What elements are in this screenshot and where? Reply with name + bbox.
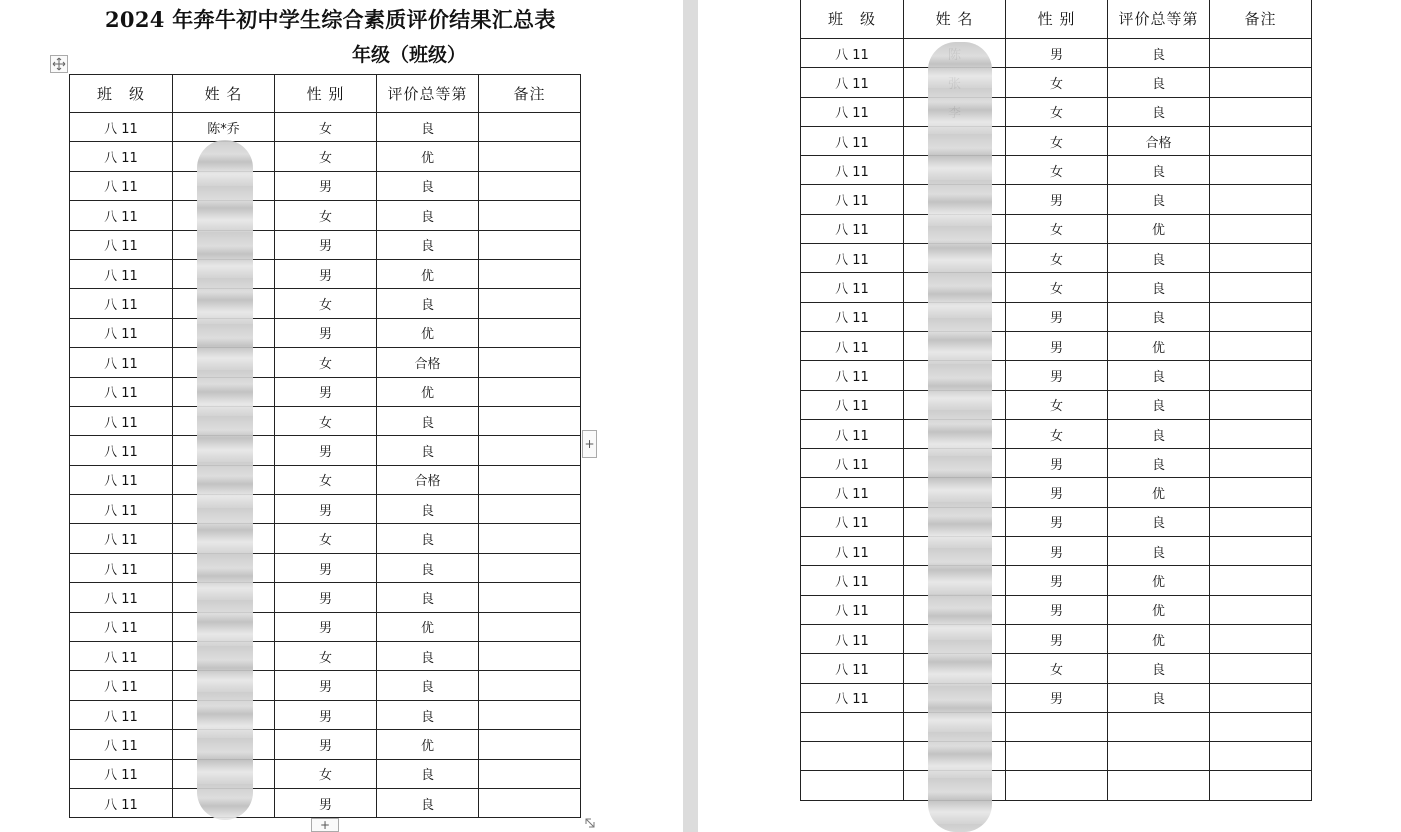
cell-note[interactable] [1210,771,1312,800]
cell-note[interactable] [1210,624,1312,653]
header-note[interactable]: 备注 [479,75,581,113]
cell-rank[interactable]: 优 [377,377,479,406]
cell-note[interactable] [479,230,581,259]
cell-gender[interactable]: 女 [1006,419,1108,448]
cell-rank[interactable]: 良 [377,230,479,259]
table-row [801,68,1312,97]
cell-gender[interactable]: 女 [1006,214,1108,243]
cell-rank[interactable] [1108,712,1210,741]
cell-note[interactable] [1210,68,1312,97]
cell-rank[interactable]: 优 [1108,566,1210,595]
cell-rank[interactable]: 良 [1108,244,1210,273]
cell-note[interactable] [1210,742,1312,771]
cell-gender[interactable]: 男 [275,171,377,200]
header-class[interactable]: 班 级 [70,75,173,113]
cell-note[interactable] [1210,507,1312,536]
cell-rank[interactable]: 优 [377,612,479,641]
cell-class[interactable]: 八 11 [70,524,173,553]
table-row [801,214,1312,243]
cell-note[interactable] [1210,654,1312,683]
cell-gender[interactable]: 女 [275,406,377,435]
cell-note[interactable] [1210,478,1312,507]
cell-class[interactable]: 八 11 [801,537,904,566]
cell-gender[interactable]: 男 [275,730,377,759]
cell-class[interactable]: 八 11 [801,595,904,624]
cell-class[interactable]: 八 11 [70,348,173,377]
table-row [801,244,1312,273]
cell-class[interactable]: 八 11 [801,683,904,712]
table-row [801,39,1312,68]
cell-class[interactable]: 八 11 [70,171,173,200]
cell-class[interactable]: 八 11 [801,126,904,155]
cell-gender[interactable]: 男 [1006,39,1108,68]
cell-gender[interactable]: 女 [1006,97,1108,126]
table-row [801,683,1312,712]
cell-class[interactable]: 八 11 [70,700,173,729]
cell-rank[interactable]: 良 [377,406,479,435]
cell-note[interactable] [1210,273,1312,302]
cell-gender[interactable]: 男 [1006,185,1108,214]
cell-note[interactable] [1210,566,1312,595]
cell-rank[interactable]: 良 [1108,507,1210,536]
cell-rank[interactable]: 良 [1108,39,1210,68]
cell-note[interactable] [479,642,581,671]
table-body [801,39,1312,801]
cell-note[interactable] [479,612,581,641]
table-row [70,553,581,582]
document-subtitle: 年级（班级） [352,44,467,66]
cell-rank[interactable]: 良 [1108,68,1210,97]
cell-note[interactable] [479,436,581,465]
cell-gender[interactable]: 男 [275,318,377,347]
cell-note[interactable] [479,583,581,612]
table-row [801,273,1312,302]
cell-gender[interactable]: 男 [275,612,377,641]
table-row [801,419,1312,448]
table-row [801,185,1312,214]
cell-note[interactable] [479,142,581,171]
cell-rank[interactable]: 良 [1108,361,1210,390]
cell-gender[interactable]: 女 [1006,126,1108,155]
cell-rank[interactable]: 良 [377,553,479,582]
cell-note[interactable] [1210,214,1312,243]
table-row [801,390,1312,419]
cell-gender[interactable]: 男 [1006,331,1108,360]
cell-gender[interactable]: 女 [1006,244,1108,273]
table-row [801,97,1312,126]
cell-class[interactable]: 八 11 [801,449,904,478]
table-row [70,612,581,641]
table-row [70,113,581,142]
cell-gender[interactable]: 男 [1006,566,1108,595]
cell-class[interactable]: 八 11 [70,259,173,288]
cell-gender[interactable]: 男 [275,259,377,288]
table-row [801,126,1312,155]
cell-class[interactable] [801,712,904,741]
cell-gender[interactable]: 女 [1006,654,1108,683]
cell-note[interactable] [1210,185,1312,214]
cell-rank[interactable]: 良 [377,759,479,788]
cell-note[interactable] [479,259,581,288]
cell-note[interactable] [479,465,581,494]
cell-note[interactable] [1210,683,1312,712]
cell-gender[interactable]: 女 [275,289,377,318]
table-row [801,478,1312,507]
table-row [70,201,581,230]
cell-class[interactable]: 八 11 [70,318,173,347]
table-row [70,259,581,288]
cell-note[interactable] [1210,97,1312,126]
cell-gender[interactable]: 男 [1006,361,1108,390]
cell-gender[interactable]: 男 [1006,537,1108,566]
cell-class[interactable]: 八 11 [801,68,904,97]
table-row [70,406,581,435]
cell-note[interactable] [1210,449,1312,478]
cell-rank[interactable]: 良 [377,171,479,200]
table-row [70,230,581,259]
cell-gender[interactable]: 男 [1006,449,1108,478]
table-row [801,566,1312,595]
cell-gender[interactable]: 女 [275,142,377,171]
table-row [70,524,581,553]
cell-class[interactable]: 八 11 [801,185,904,214]
add-column-button[interactable]: + [582,430,597,458]
cell-gender[interactable]: 女 [275,113,377,142]
cell-note[interactable] [1210,361,1312,390]
cell-class[interactable]: 八 11 [801,566,904,595]
table-row [70,671,581,700]
cell-class[interactable]: 八 11 [801,302,904,331]
cell-gender[interactable]: 男 [275,495,377,524]
cell-note[interactable] [479,113,581,142]
cell-rank[interactable]: 优 [377,318,479,347]
cell-gender[interactable]: 女 [1006,273,1108,302]
cell-class[interactable] [801,742,904,771]
cell-gender[interactable]: 女 [1006,390,1108,419]
table-move-handle[interactable] [50,55,68,73]
cell-note[interactable] [479,406,581,435]
table-row [70,318,581,347]
cell-gender[interactable]: 男 [275,436,377,465]
cell-rank[interactable]: 良 [377,201,479,230]
cell-gender[interactable]: 女 [275,759,377,788]
cell-class[interactable]: 八 11 [70,612,173,641]
cell-note[interactable] [1210,156,1312,185]
cell-gender[interactable]: 男 [1006,683,1108,712]
document-title: 2024 年奔牛初中学生综合素质评价结果汇总表 [105,7,556,32]
cell-rank[interactable]: 优 [1108,214,1210,243]
cell-gender[interactable]: 男 [275,230,377,259]
cell-rank[interactable]: 良 [377,524,479,553]
cell-rank[interactable]: 良 [1108,537,1210,566]
cell-note[interactable] [479,495,581,524]
cell-gender[interactable]: 男 [275,553,377,582]
cell-rank[interactable]: 良 [377,289,479,318]
cell-class[interactable]: 八 11 [70,201,173,230]
table-row [70,759,581,788]
add-row-button[interactable]: + [311,818,339,832]
cell-rank[interactable] [1108,742,1210,771]
table-row [70,583,581,612]
cell-gender[interactable]: 女 [1006,68,1108,97]
cell-gender[interactable]: 男 [1006,478,1108,507]
cell-gender[interactable]: 男 [275,583,377,612]
cell-note[interactable] [1210,712,1312,741]
cell-rank[interactable]: 优 [1108,624,1210,653]
resize-corner-icon [583,816,597,830]
cell-rank[interactable]: 良 [377,642,479,671]
cell-rank[interactable]: 合格 [1108,126,1210,155]
cell-note[interactable] [479,700,581,729]
cell-note[interactable] [1210,595,1312,624]
move-arrows-icon [52,57,66,71]
cell-class[interactable]: 八 11 [801,478,904,507]
cell-class[interactable]: 八 11 [70,377,173,406]
cell-class[interactable] [801,771,904,800]
table-row [801,156,1312,185]
cell-note[interactable] [1210,537,1312,566]
table-row [801,742,1312,771]
cell-gender[interactable]: 男 [275,700,377,729]
cell-class[interactable]: 八 11 [70,289,173,318]
header-rank[interactable]: 评价总等第 [1108,0,1210,39]
cell-rank[interactable]: 良 [377,495,479,524]
header-name[interactable]: 姓 名 [173,75,275,113]
cell-class[interactable]: 八 11 [801,244,904,273]
table-row [801,449,1312,478]
cell-note[interactable] [1210,390,1312,419]
cell-class[interactable]: 八 11 [70,495,173,524]
cell-class[interactable]: 八 11 [70,465,173,494]
table-row [70,465,581,494]
cell-class[interactable]: 八 11 [70,436,173,465]
cell-gender[interactable]: 女 [275,524,377,553]
cell-rank[interactable] [1108,771,1210,800]
cell-rank[interactable]: 良 [377,113,479,142]
cell-rank[interactable]: 良 [1108,683,1210,712]
table-row [801,302,1312,331]
table-body [70,113,581,818]
cell-rank[interactable]: 合格 [377,348,479,377]
cell-note[interactable] [479,318,581,347]
cell-gender[interactable]: 女 [1006,156,1108,185]
cell-rank[interactable]: 良 [1108,302,1210,331]
cell-gender[interactable]: 男 [275,377,377,406]
cell-gender[interactable]: 男 [1006,507,1108,536]
cell-class[interactable]: 八 11 [70,230,173,259]
cell-rank[interactable]: 优 [1108,331,1210,360]
table-row [801,771,1312,800]
table-resize-handle[interactable] [582,816,598,832]
cell-gender[interactable]: 男 [1006,595,1108,624]
cell-gender[interactable] [1006,742,1108,771]
cell-rank[interactable]: 良 [1108,419,1210,448]
redaction-blur [197,140,253,820]
cell-note[interactable] [1210,419,1312,448]
cell-class[interactable]: 八 11 [801,624,904,653]
cell-rank[interactable]: 良 [377,583,479,612]
cell-rank[interactable]: 合格 [377,465,479,494]
cell-note[interactable] [479,377,581,406]
cell-class[interactable]: 八 11 [801,39,904,68]
cell-note[interactable] [479,201,581,230]
header-note[interactable]: 备注 [1210,0,1312,39]
cell-class[interactable]: 八 11 [70,642,173,671]
cell-note[interactable] [1210,126,1312,155]
cell-gender[interactable]: 女 [275,201,377,230]
cell-class[interactable]: 八 11 [801,361,904,390]
cell-gender[interactable] [1006,712,1108,741]
redaction-blur [928,42,992,832]
table-row [70,730,581,759]
cell-note[interactable] [479,348,581,377]
cell-class[interactable]: 八 11 [801,156,904,185]
cell-rank[interactable]: 良 [1108,654,1210,683]
table-row [801,595,1312,624]
table-row [70,289,581,318]
cell-note[interactable] [479,671,581,700]
cell-class[interactable]: 八 11 [70,142,173,171]
cell-rank[interactable]: 优 [1108,478,1210,507]
table-row [801,712,1312,741]
cell-note[interactable] [479,289,581,318]
table-row [801,361,1312,390]
cell-name[interactable]: 陈*乔 [173,113,275,142]
header-gender[interactable]: 性 别 [275,75,377,113]
cell-class[interactable]: 八 11 [801,97,904,126]
table-row [70,377,581,406]
cell-gender[interactable]: 女 [275,642,377,671]
cell-note[interactable] [479,788,581,817]
cell-class[interactable]: 八 11 [70,759,173,788]
cell-class[interactable]: 八 11 [801,214,904,243]
table-row [70,642,581,671]
table-row [801,507,1312,536]
cell-rank[interactable]: 良 [377,436,479,465]
cell-rank[interactable]: 优 [377,730,479,759]
table-row [801,331,1312,360]
cell-gender[interactable]: 女 [275,348,377,377]
table-row [801,654,1312,683]
cell-gender[interactable]: 男 [1006,624,1108,653]
cell-note[interactable] [479,730,581,759]
cell-rank[interactable]: 良 [1108,97,1210,126]
cell-gender[interactable]: 男 [1006,302,1108,331]
cell-gender[interactable]: 女 [275,465,377,494]
cell-rank[interactable]: 良 [1108,185,1210,214]
cell-note[interactable] [479,171,581,200]
cell-gender[interactable]: 男 [275,788,377,817]
cell-class[interactable]: 八 11 [70,583,173,612]
cell-class[interactable]: 八 11 [801,654,904,683]
cell-note[interactable] [1210,331,1312,360]
table-header-row [801,0,1312,39]
cell-note[interactable] [1210,39,1312,68]
cell-class[interactable]: 八 11 [70,406,173,435]
header-rank[interactable]: 评价总等第 [377,75,479,113]
cell-note[interactable] [1210,244,1312,273]
table-row [70,495,581,524]
cell-rank[interactable]: 良 [1108,390,1210,419]
cell-rank[interactable]: 良 [377,671,479,700]
cell-rank[interactable]: 优 [377,259,479,288]
header-class[interactable]: 班 级 [801,0,904,39]
results-table-page-1 [69,74,581,818]
cell-gender[interactable]: 男 [275,671,377,700]
table-row [70,348,581,377]
cell-note[interactable] [479,524,581,553]
header-name[interactable]: 姓 名 [904,0,1006,39]
results-table-page-2 [800,0,1312,801]
cell-note[interactable] [479,759,581,788]
table-row [70,700,581,729]
table-row [70,788,581,817]
cell-class[interactable]: 八 11 [801,273,904,302]
cell-class[interactable]: 八 11 [70,788,173,817]
cell-rank[interactable]: 良 [1108,273,1210,302]
cell-class[interactable]: 八 11 [801,331,904,360]
cell-class[interactable]: 八 11 [70,553,173,582]
header-gender[interactable]: 性 别 [1006,0,1108,39]
cell-note[interactable] [479,553,581,582]
cell-class[interactable]: 八 11 [801,419,904,448]
cell-class[interactable]: 八 11 [801,507,904,536]
table-row [801,537,1312,566]
cell-rank[interactable]: 良 [377,700,479,729]
table-row [70,171,581,200]
cell-rank[interactable]: 优 [1108,595,1210,624]
cell-class[interactable]: 八 11 [70,671,173,700]
cell-gender[interactable] [1006,771,1108,800]
table-row [70,142,581,171]
cell-rank[interactable]: 良 [1108,449,1210,478]
cell-rank[interactable]: 良 [1108,156,1210,185]
cell-class[interactable]: 八 11 [70,113,173,142]
table-row [70,436,581,465]
cell-note[interactable] [1210,302,1312,331]
cell-class[interactable]: 八 11 [70,730,173,759]
cell-rank[interactable]: 优 [377,142,479,171]
cell-rank[interactable]: 良 [377,788,479,817]
table-row [801,624,1312,653]
page-separator [683,0,698,832]
table-header-row [70,75,581,113]
cell-class[interactable]: 八 11 [801,390,904,419]
